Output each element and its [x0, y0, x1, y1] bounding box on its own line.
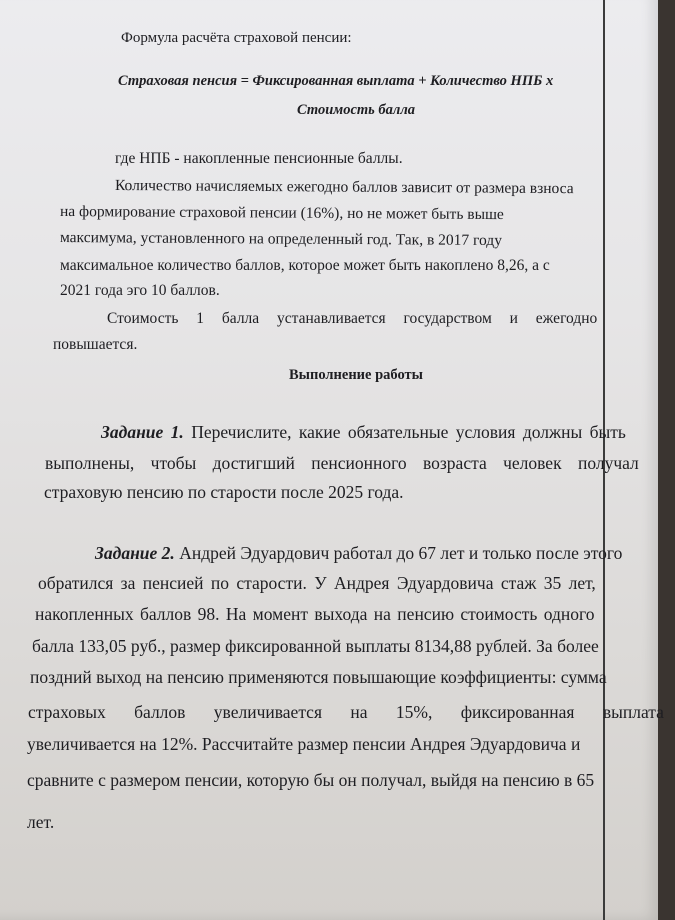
cost-para-line-2: повышается. [53, 336, 138, 353]
task2-line-1-text: Андрей Эдуардович работал до 67 лет и только после этого [179, 543, 623, 563]
task2-line-5: поздний выход на пенсию применяются повышающие коэффициенты: сумма [30, 667, 607, 687]
task2-line-6: страховых баллов увеличивается на 15%, фиксированная выплата [28, 702, 664, 722]
task1-line-1 [101, 422, 626, 443]
points-para-line-5: 2021 года эго 10 баллов. [60, 282, 220, 299]
definition-line: где НПБ - накопленные пенсионные баллы. [115, 150, 403, 167]
task2-line-9: лет. [27, 812, 55, 832]
task2-line-7: увеличивается на 12%. Рассчитайте размер пенсии Андрея Эдуардовича и [27, 734, 581, 754]
formula-heading: Формула расчёта страховой пенсии: [121, 30, 352, 46]
formula-line-2: Стоимость балла [297, 102, 416, 118]
task1-line-1-text: Перечислите, какие обязательные условия должны быть [191, 422, 626, 442]
cost-para-line-1: Стоимость 1 балла устанавливается государством и ежегодно [107, 310, 598, 327]
points-para-line-2: на формирование страховой пенсии (16%), но не может быть выше [59, 203, 504, 224]
task2-label: Задание 2. [95, 543, 175, 563]
task2-line-8: сравните с размером пенсии, которую бы он получал, выйдя на пенсию в 65 [27, 770, 595, 790]
task1-label: Задание 1. [101, 422, 184, 442]
task1-line-3: страховую пенсию по старости после 2025 года. [44, 482, 404, 502]
task2-line-4: балла 133,05 руб., размер фиксированной выплаты 8134,88 рублей. За более [32, 636, 599, 656]
task2-line-2: обратился за пенсией по старости. У Андрея Эдуардовича стаж 35 лет, [38, 573, 596, 593]
points-para-line-4: максимальное количество баллов, которое может быть накоплено 8,26, а с [60, 257, 550, 274]
points-para-line-3: максимума, установленного на определенный год. Так, в 2017 году [59, 229, 503, 250]
task1-line-2: выполнены, чтобы достигший пенсионного возраста человек получал [45, 453, 639, 473]
section-title: Выполнение работы [289, 367, 423, 383]
task2-line-1 [95, 543, 622, 564]
points-para-line-1: Количество начисляемых ежегодно баллов зависит от размера взноса [114, 177, 574, 198]
formula-line-1: Страховая пенсия = Фиксированная выплата + Количество НПБ х [118, 73, 554, 89]
task2-line-3: накопленных баллов 98. На момент выхода на пенсию стоимость одного [35, 604, 595, 624]
